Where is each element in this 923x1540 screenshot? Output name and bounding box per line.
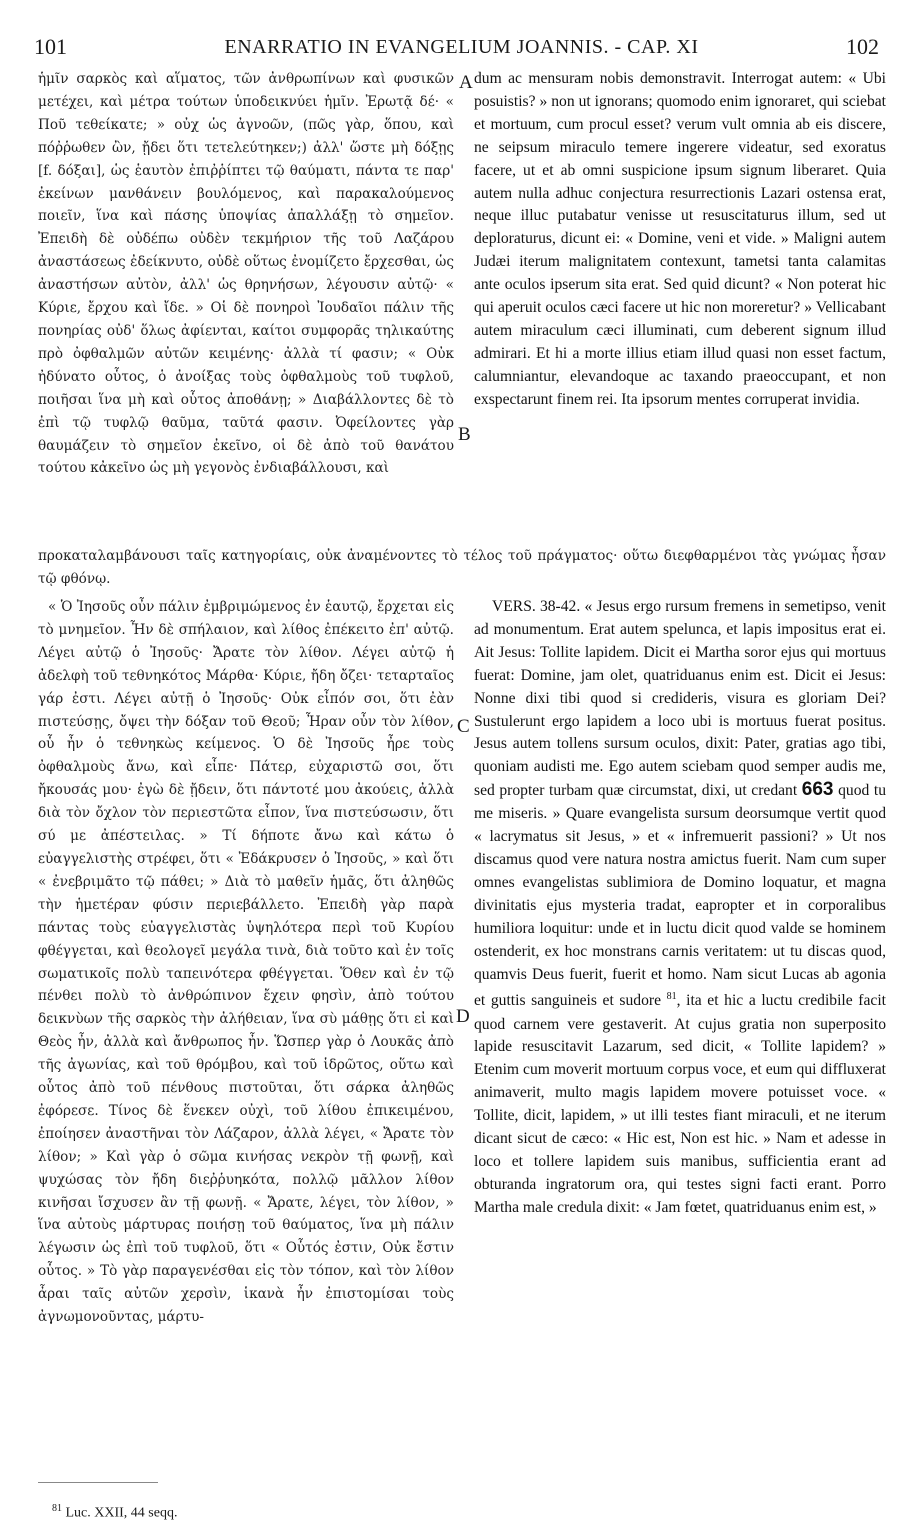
greek-paragraph: ἡμῖν σαρκὸς καὶ αἵματος, τῶν ἀνθρωπίνων καὶ φυσικῶν μετέχει, καὶ μέτρα τούτων ὑποδεικνύει ἡμῖν. Ἐρωτᾷ δέ· « Ποῦ τεθείκατε; » οὐχ ὡς ἀγνοῶν, (πῶς γὰρ, ὅπου, καὶ πόῤῥωθεν ὢν, ᾔδει ὅτι τετελεύτηκεν;) ἀλλ' ὥστε μὴ δόξῃς [f. δόξαι], ὡς ἑαυτὸν ἐπιῤῥίπτει τῷ θαύματι, πάντα τε παρ' ἐκείνων μανθάνειν βουλόμενος, καὶ παρακαλούμενος ποιεῖν, ἵνα καὶ πάσης ὑποψίας ἀπαλλάξῃ τὸ σημεῖον. Ἐπειδὴ δὲ οὐδέπω οὐδὲν τεκμήριον τῆς τοῦ Λαζάρου ἀναστάσεως ἐδείκνυτο, οὐδὲ οὕτως ἐνομίζετο ἔρχεσθαι, ὡς ἀναστήσων αὐτὸν, ἀλλ' ὡς θρηνήσων, λέγουσιν αὐτῷ· « Κύριε, ἔρχου καὶ ἴδε. » Οἱ δὲ πονηροὶ Ἰουδαῖοι πάλιν τῆς πονηρίας οὐδ' ὅλως ἀφίενται, καίτοι συμφορᾶς τηλικαύτης πρὸ ὀφθαλμῶν αὐτῶν κειμένης· ἀλλὰ τί φασιν; « Οὐκ ἠδύνατο οὗτος, ὁ ἀνοίξας τοὺς ὀφθαλμοὺς τοῦ τυφλοῦ, ποιῆσαι ἵνα μὴ καὶ οὗτος ἀποθάνῃ; » Διαβάλλοντες δὲ τὸ ἐπὶ τῷ τυφλῷ θαῦμα, ταῦτά φασιν. Ὀφείλοντες γὰρ θαυμάζειν τὸ σημεῖον ἐκεῖνο, οἱ δὲ ἀπὸ τοῦ θανάτου τούτου κἀκεῖνο ὡς μὴ γεγονὸς ἐνδιαβάλλουσι, καὶ — [38, 71, 454, 477]
margin-marker-a: A — [459, 72, 473, 93]
footnote-number: 81 — [52, 1503, 62, 1514]
margin-marker-b: B — [458, 424, 471, 445]
latin-text-part: VERS. 38-42. « Jesus ergo rursum fremens in semetipso, venit ad monumentum. Erat autem spelunca, et lapis impositus erat ei. Ait Jesus: Tollite lapidem. Dicit ei Martha soror ejus qui mortuus fuerat: Domine, jam olet, quatriduanus enim est. Dicit ei Jesus: Nonne dixi tibi quod si credideris, visura es gloriam Dei? Sustulerunt ergo lapidem a loco ubi is mortuus fuerat positus. Jesus autem tollens sursum oculos, dixit: Pater, gratias ago tibi, quoniam audisti me. Ego autem sciebam quod semper audis me, sed propter turbam quæ circumstat, dixi, ut credant — [474, 598, 886, 800]
margin-marker-d: D — [456, 1006, 470, 1027]
footnote-text: Luc. XXII, 44 seqq. — [65, 1505, 178, 1521]
page-number-right: 102 — [846, 34, 879, 59]
footnote-divider — [38, 1482, 158, 1483]
latin-column-bottom — [474, 596, 886, 1478]
running-title: ENARRATIO IN EVANGELIUM JOANNIS. - CAP. XI — [224, 36, 699, 58]
page-number-left: 101 — [34, 34, 67, 59]
greek-column-top — [38, 68, 454, 548]
greek-full-width-line — [38, 545, 886, 595]
page-header — [0, 34, 923, 64]
greek-paragraph-full: προκαταλαμβάνουσι ταῖς κατηγορίαις, οὐκ ἀναμένοντες τὸ τέλος τοῦ πράγματος· οὕτω διεφθαρμένοι τὰς γνώμας ἦσαν τῷ φθόνῳ. — [38, 548, 886, 587]
latin-text-part: quod tu me miseris. » Quare evangelista sursum deorsumque vertit quod « lacrymatus sit Jesus, » et « infremuerit passioni? » Ut nos discamus quod vere natura nostra amictus fuerit. Nam cum super omnes evangelistas sublimiora de Domino loquatur, et magna divinitatis ejus mysteria tradat, eapropter et in corporalibus humiliora loquitur: unde et in luctu dicit quod valde se hominem ostenderit, ex hoc monstrans carnis veritatem: ut tu discas quod, quamvis Deus fuerit, fuerit et homo. Nam sicut Lucas ab agonia et guttis sanguineis et sudore — [474, 782, 886, 1010]
greek-column-bottom — [38, 596, 454, 1478]
latin-paragraph-b — [474, 596, 886, 1220]
latin-paragraph: dum ac mensuram nobis demonstravit. Interrogat autem: « Ubi posuistis? » non ut ignorans; quomodo enim ignoraret, qui sciebat et mortuum, cum procul esset? verum vult omnia ab eis discere, ne seipsum miraculo temere ingerere videatur, sed exoratus facere, ut et ab omni suspicione ipsum signum liberaret. Quia autem nulla adhuc conjectura resurrectionis Lazari ostensa erat, neque illuc putabatur venisse ut resuscitaturus illum, sed ut deploraturus, dicunt ei: « Domine, veni et vide. » Maligni autem Judæi iterum malignitatem contexunt, tametsi tanta calamitas ante oculos ipserum sita erat. Sed quid dicunt? « Non poterat hic qui aperuit oculos cæci facere ut hic non moreretur? » Vellicabant autem miraculum cæci illuminati, cum deberent signum illud admirari. Et hi a morte illius etiam illud quasi non esset factum, calumniantur, elevandoque ac taxando praeoccupant, et non exspectarunt finem rei. Ita ipsorum mentes corruperat invidia. — [474, 70, 886, 408]
column-number: 663 — [801, 779, 834, 801]
footnote — [52, 1503, 177, 1522]
latin-column-top — [474, 68, 886, 548]
latin-text-part: , ita et hic a luctu credibile facit quod carnem vere gestaverit. At cujus gratia non superposito lapide resuscitavit Lazarum, sed dicit, « Tollite lapidem? » Etenim cum moverit mortuum corpus voce, et eum qui diffluxerat animaverit, multo magis lapidem movere potuisset voce. « Tollite, dicit, lapidem, » ut illi testes fiant miraculi, et ne iterum dicant sicut de cæco: « Hic est, Non est hic. » Nam et adesse in loco et tollere lapidem suis manibus, sufficientia erant ad obturanda ingratorum ora, qui testes signi facti erant. Porro Martha male credula dixit: « Jam fœtet, quatriduanus enim est, » — [474, 992, 886, 1216]
greek-paragraph-b: « Ὁ Ἰησοῦς οὖν πάλιν ἐμβριμώμενος ἐν ἑαυτῷ, ἔρχεται εἰς τὸ μνημεῖον. Ἦν δὲ σπήλαιον, καὶ λίθος ἐπέκειτο ἐπ' αὐτῷ. Λέγει αὐτῷ ὁ Ἰησοῦς· Ἄρατε τὸν λίθον. Λέγει αὐτῷ ἡ ἀδελφὴ τοῦ τεθνηκότος Μάρθα· Κύριε, ἤδη ὄζει· τεταρταῖος γάρ ἐστι. Λέγει αὐτῇ ὁ Ἰησοῦς· Οὐκ εἶπόν σοι, ὅτι ἐὰν πιστεύσῃς, ὄψει τὴν δόξαν τοῦ Θεοῦ; Ἦραν οὖν τὸν λίθον, οὗ ἦν ὁ τεθνηκὼς κείμενος. Ὁ δὲ Ἰησοῦς ἦρε τοὺς ὀφθαλμοὺς ἄνω, καὶ εἶπε· Πάτερ, εὐχαριστῶ σοι, ὅτι ἤκουσάς μου· ἐγὼ δὲ ᾔδειν, ὅτι πάντοτέ μου ἀκούεις, ἀλλὰ διὰ τὸν ὄχλον τὸν περιεστῶτα εἶπον, ἵνα πιστεύσωσιν, ὅτι σύ με ἀπέστειλας. » Τί δήποτε ἄνω καὶ κάτω ὁ εὐαγγελιστὴς στρέφει, ὅτι « Ἐδάκρυσεν ὁ Ἰησοῦς, » καὶ ὅτι « ἐνεβριμᾶτο τῷ πάθει; » Διὰ τὸ μαθεῖν ἡμᾶς, ὅτι ἀληθῶς τὴν ἡμετέραν φύσιν περιεβάλλετο. Ἐπειδὴ γὰρ παρὰ πάντας τοὺς εὐαγγελιστὰς ὑψηλότερα περὶ τοῦ Κυρίου φθέγγεται, καὶ θεολογεῖ μεγάλα τινὰ, διὰ τοῦτο καὶ ἐν τοῖς σωματικοῖς πολὺ ταπεινότερα φθέγγεται. Ὅθεν καὶ ἐν τῷ πένθει πολὺ τὸ ἀνθρώπινον ἔχειν φησὶν, ἀπὸ τούτου δεικνὺων τῆς σαρκὸς τὴν ἀλήθειαν, ἵνα σὺ μάθῃς ὅτι εἰ καὶ Θεὸς ἦν, ἀλλὰ καὶ ἄνθρωπος ἦν. Ὥσπερ γὰρ ὁ Λουκᾶς ἀπὸ τῆς ἀγωνίας, καὶ τοῦ θρόμβου, καὶ τοῦ ἱδρῶτος, οὕτω καὶ οὗτος ἀπὸ τοῦ πένθους πιστοῦται, ὅτι σάρκα ἀληθῶς ἐφόρεσε. Τίνος δὲ ἕνεκεν οὐχὶ, τοῦ λίθου ἐπικειμένου, ἐποίησεν ἀναστῆναι τὸν Λάζαρον, ἀλλὰ λέγει, « Ἄρατε τὸν λίθον; » Καὶ γὰρ ὁ σῶμα κινήσας νεκρὸν τῇ φωνῇ, καὶ ψυχώσας τὸν ἤδη διεῤῥυηκότα, πολλῷ μᾶλλον λίθον κινῆσαι ἴσχυσεν ἂν τῇ φωνῇ. « Ἄρατε, λέγει, τὸν λίθον, » ἵνα αὐτοὺς μάρτυρας ποιήσῃ τοῦ θαύματος, ἵνα μὴ πάλιν λέγωσιν ὡς ἐπὶ τοῦ τυφλοῦ, ὅτι « Οὗτός ἐστιν, Οὐκ ἔστιν οὗτος. » Τὸ γὰρ παραγενέσθαι εἰς τὸν τόπον, καὶ τὸν λίθον ἆραι ταῖς αὐτῶν χερσὶν, ἱκανὰ ἦν ἐπιστομίσαι τοὺς ἀγνωμονοῦντας, μάρτυ- — [38, 599, 454, 1326]
margin-marker-c: C — [457, 716, 470, 737]
footnote-reference: 81 — [666, 991, 677, 1003]
